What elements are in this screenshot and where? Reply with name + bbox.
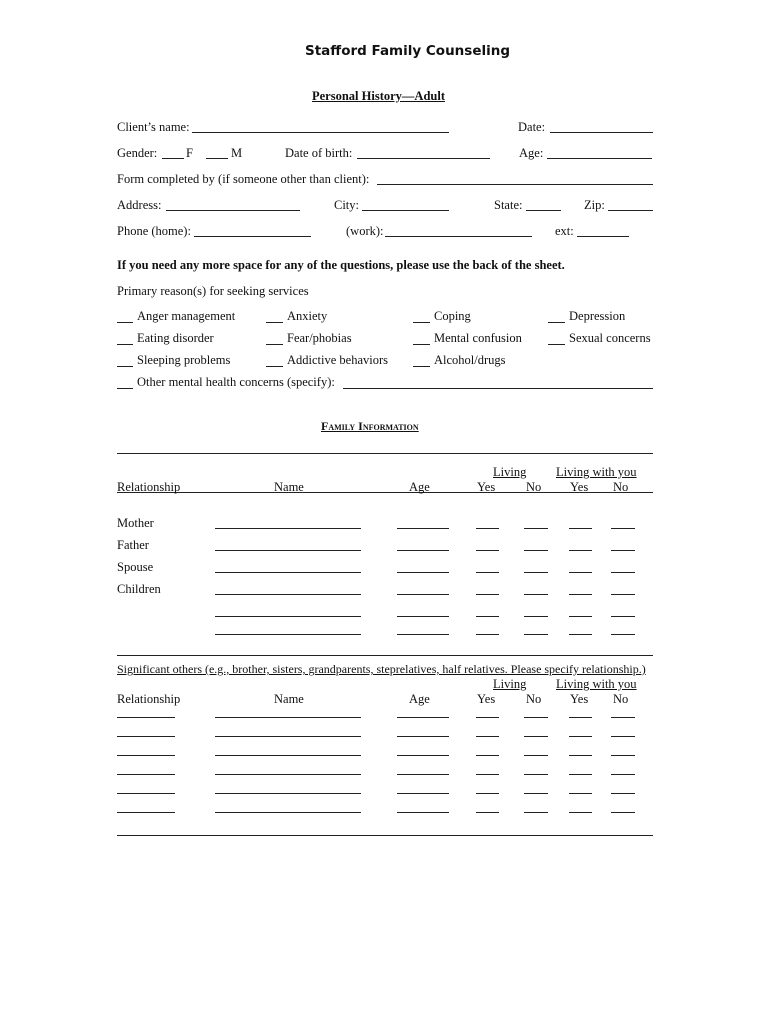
- ext-field[interactable]: [577, 236, 629, 237]
- living-with-you-no-field[interactable]: [611, 755, 635, 756]
- living-with-you-yes-field[interactable]: [569, 812, 592, 813]
- relationship-spouse: Spouse: [117, 560, 154, 574]
- living-yes-field[interactable]: [476, 755, 499, 756]
- reason-label: Mental confusion: [434, 331, 522, 345]
- dob-field[interactable]: [357, 158, 490, 159]
- living-yes-header: Yes: [477, 480, 496, 494]
- family-information-heading: Family Information: [321, 419, 419, 433]
- living-yes-field[interactable]: [476, 634, 499, 635]
- reason-label: Sexual concerns: [569, 331, 651, 345]
- name-field[interactable]: [215, 528, 361, 529]
- name-field[interactable]: [215, 634, 361, 635]
- age-field[interactable]: [397, 812, 449, 813]
- completed-by-label: Form completed by (if someone other than client):: [117, 172, 370, 186]
- name-field[interactable]: [215, 774, 361, 775]
- living-no-field[interactable]: [524, 717, 548, 718]
- name-header: Name: [274, 480, 304, 494]
- living-yes-header: Yes: [477, 692, 496, 706]
- reason-label: Sleeping problems: [137, 353, 231, 367]
- living-with-you-no-field[interactable]: [611, 616, 635, 617]
- date-field[interactable]: [550, 132, 653, 133]
- age-label: Age:: [519, 146, 544, 160]
- living-with-you-yes-field[interactable]: [569, 550, 592, 551]
- living-with-you-no-field[interactable]: [611, 572, 635, 573]
- living-header: Living: [493, 465, 527, 479]
- living-yes-field[interactable]: [476, 717, 499, 718]
- reason-label: Depression: [569, 309, 626, 323]
- age-field[interactable]: [397, 528, 449, 529]
- reason-label: Coping: [434, 309, 471, 323]
- age-header: Age: [409, 692, 430, 706]
- reason-checkbox[interactable]: [266, 366, 283, 367]
- living-with-you-no-header: No: [613, 480, 629, 494]
- extra-space-note: If you need any more space for any of the questions, please use the back of the sheet.: [117, 258, 565, 272]
- client-name-field[interactable]: [192, 132, 449, 133]
- reason-checkbox[interactable]: [117, 344, 133, 345]
- living-with-you-yes-field[interactable]: [569, 594, 592, 595]
- living-yes-field[interactable]: [476, 736, 499, 737]
- living-no-field[interactable]: [524, 736, 548, 737]
- reason-checkbox[interactable]: [548, 344, 565, 345]
- age-field[interactable]: [397, 793, 449, 794]
- living-with-you-no-field[interactable]: [611, 717, 635, 718]
- name-field[interactable]: [215, 812, 361, 813]
- completed-by-field[interactable]: [377, 184, 653, 185]
- gender-m-label: M: [231, 146, 243, 160]
- relationship-header: Relationship: [117, 692, 181, 706]
- living-yes-field[interactable]: [476, 774, 499, 775]
- divider: [117, 655, 653, 656]
- name-field[interactable]: [215, 717, 361, 718]
- living-with-you-no-field[interactable]: [611, 594, 635, 595]
- primary-reasons-label: Primary reason(s) for seeking services: [117, 284, 309, 298]
- living-no-field[interactable]: [524, 755, 548, 756]
- living-header: Living: [493, 677, 527, 691]
- relationship-field[interactable]: [117, 717, 175, 718]
- living-no-field[interactable]: [524, 550, 548, 551]
- age-field[interactable]: [397, 572, 449, 573]
- living-with-you-yes-field[interactable]: [569, 572, 592, 573]
- living-with-you-yes-field[interactable]: [569, 634, 592, 635]
- living-no-field[interactable]: [524, 528, 548, 529]
- form-title: Personal History—Adult: [312, 89, 445, 103]
- reason-checkbox[interactable]: [266, 322, 283, 323]
- living-with-you-yes-field[interactable]: [569, 528, 592, 529]
- living-no-field[interactable]: [524, 812, 548, 813]
- living-no-field[interactable]: [524, 774, 548, 775]
- age-field[interactable]: [397, 717, 449, 718]
- relationship-field[interactable]: [117, 774, 175, 775]
- living-with-you-yes-field[interactable]: [569, 717, 592, 718]
- age-field[interactable]: [397, 634, 449, 635]
- significant-others-heading: Significant others (e.g., brother, sisters, grandparents, steprelatives, half relatives. Please specify relationship.): [117, 662, 646, 676]
- living-yes-field[interactable]: [476, 793, 499, 794]
- name-field[interactable]: [215, 736, 361, 737]
- date-label: Date:: [518, 120, 546, 134]
- name-field[interactable]: [215, 594, 361, 595]
- relationship-field[interactable]: [117, 736, 175, 737]
- living-with-you-yes-header: Yes: [570, 480, 589, 494]
- reason-checkbox[interactable]: [117, 322, 133, 323]
- organization-title: Stafford Family Counseling: [305, 43, 511, 59]
- reason-label: Addictive behaviors: [287, 353, 389, 367]
- living-with-you-no-field[interactable]: [611, 528, 635, 529]
- ext-label: ext:: [555, 224, 574, 238]
- name-field[interactable]: [215, 755, 361, 756]
- relationship-children: Children: [117, 582, 161, 596]
- living-with-you-header: Living with you: [556, 677, 637, 691]
- living-with-you-no-field[interactable]: [611, 736, 635, 737]
- phone-home-label: Phone (home):: [117, 224, 191, 238]
- reason-label: Eating disorder: [137, 331, 214, 345]
- age-field[interactable]: [397, 755, 449, 756]
- name-field[interactable]: [215, 550, 361, 551]
- name-field[interactable]: [215, 572, 361, 573]
- city-field[interactable]: [362, 210, 449, 211]
- phone-work-field[interactable]: [385, 236, 532, 237]
- living-with-you-yes-field[interactable]: [569, 736, 592, 737]
- living-yes-field[interactable]: [476, 528, 499, 529]
- living-with-you-yes-field[interactable]: [569, 793, 592, 794]
- relationship-father: Father: [117, 538, 149, 552]
- gender-f-label: F: [186, 146, 193, 160]
- gender-m-field[interactable]: [206, 158, 228, 159]
- living-no-field[interactable]: [524, 634, 548, 635]
- living-no-field[interactable]: [524, 616, 548, 617]
- age-field[interactable]: [397, 616, 449, 617]
- living-with-you-yes-field[interactable]: [569, 774, 592, 775]
- client-name-label: Client’s name:: [117, 120, 190, 134]
- living-with-you-yes-header: Yes: [570, 692, 589, 706]
- reason-checkbox[interactable]: [413, 322, 430, 323]
- reason-checkbox[interactable]: [266, 344, 283, 345]
- living-with-you-header: Living with you: [556, 465, 637, 479]
- gender-label: Gender:: [117, 146, 158, 160]
- other-concerns-label: Other mental health concerns (specify):: [137, 375, 335, 389]
- state-label: State:: [494, 198, 523, 212]
- living-no-header: No: [526, 692, 542, 706]
- reason-label: Anger management: [137, 309, 236, 323]
- living-no-field[interactable]: [524, 793, 548, 794]
- living-with-you-yes-field[interactable]: [569, 616, 592, 617]
- divider: [117, 453, 653, 454]
- address-field[interactable]: [166, 210, 300, 211]
- age-field[interactable]: [397, 774, 449, 775]
- city-label: City:: [334, 198, 360, 212]
- address-label: Address:: [117, 198, 162, 212]
- gender-f-field[interactable]: [162, 158, 184, 159]
- zip-label: Zip:: [584, 198, 605, 212]
- relationship-header: Relationship: [117, 480, 181, 494]
- other-concerns-field[interactable]: [343, 388, 653, 389]
- living-yes-field[interactable]: [476, 812, 499, 813]
- living-yes-field[interactable]: [476, 594, 499, 595]
- age-field[interactable]: [397, 736, 449, 737]
- living-with-you-no-field[interactable]: [611, 550, 635, 551]
- living-yes-field[interactable]: [476, 616, 499, 617]
- name-header: Name: [274, 692, 304, 706]
- phone-work-label: (work):: [346, 224, 384, 238]
- living-with-you-yes-field[interactable]: [569, 755, 592, 756]
- reason-checkbox[interactable]: [413, 366, 430, 367]
- other-concerns-checkbox[interactable]: [117, 388, 133, 389]
- age-field[interactable]: [397, 594, 449, 595]
- age-field[interactable]: [397, 550, 449, 551]
- reason-label: Anxiety: [287, 309, 328, 323]
- age-field[interactable]: [547, 158, 652, 159]
- reason-label: Alcohol/drugs: [434, 353, 506, 367]
- dob-label: Date of birth:: [285, 146, 353, 160]
- divider: [117, 835, 653, 836]
- living-yes-field[interactable]: [476, 572, 499, 573]
- living-with-you-no-field[interactable]: [611, 774, 635, 775]
- reason-checkbox[interactable]: [413, 344, 430, 345]
- living-no-header: No: [526, 480, 542, 494]
- name-field[interactable]: [215, 616, 361, 617]
- age-header: Age: [409, 480, 430, 494]
- phone-home-field[interactable]: [194, 236, 311, 237]
- relationship-field[interactable]: [117, 793, 175, 794]
- living-with-you-no-field[interactable]: [611, 793, 635, 794]
- living-no-field[interactable]: [524, 594, 548, 595]
- relationship-mother: Mother: [117, 516, 154, 530]
- name-field[interactable]: [215, 793, 361, 794]
- living-with-you-no-field[interactable]: [611, 812, 635, 813]
- state-field[interactable]: [526, 210, 561, 211]
- relationship-field[interactable]: [117, 755, 175, 756]
- relationship-field[interactable]: [117, 812, 175, 813]
- reason-checkbox[interactable]: [117, 366, 133, 367]
- living-with-you-no-header: No: [613, 692, 629, 706]
- reason-checkbox[interactable]: [548, 322, 565, 323]
- living-yes-field[interactable]: [476, 550, 499, 551]
- living-with-you-no-field[interactable]: [611, 634, 635, 635]
- zip-field[interactable]: [608, 210, 653, 211]
- living-no-field[interactable]: [524, 572, 548, 573]
- reason-label: Fear/phobias: [287, 331, 352, 345]
